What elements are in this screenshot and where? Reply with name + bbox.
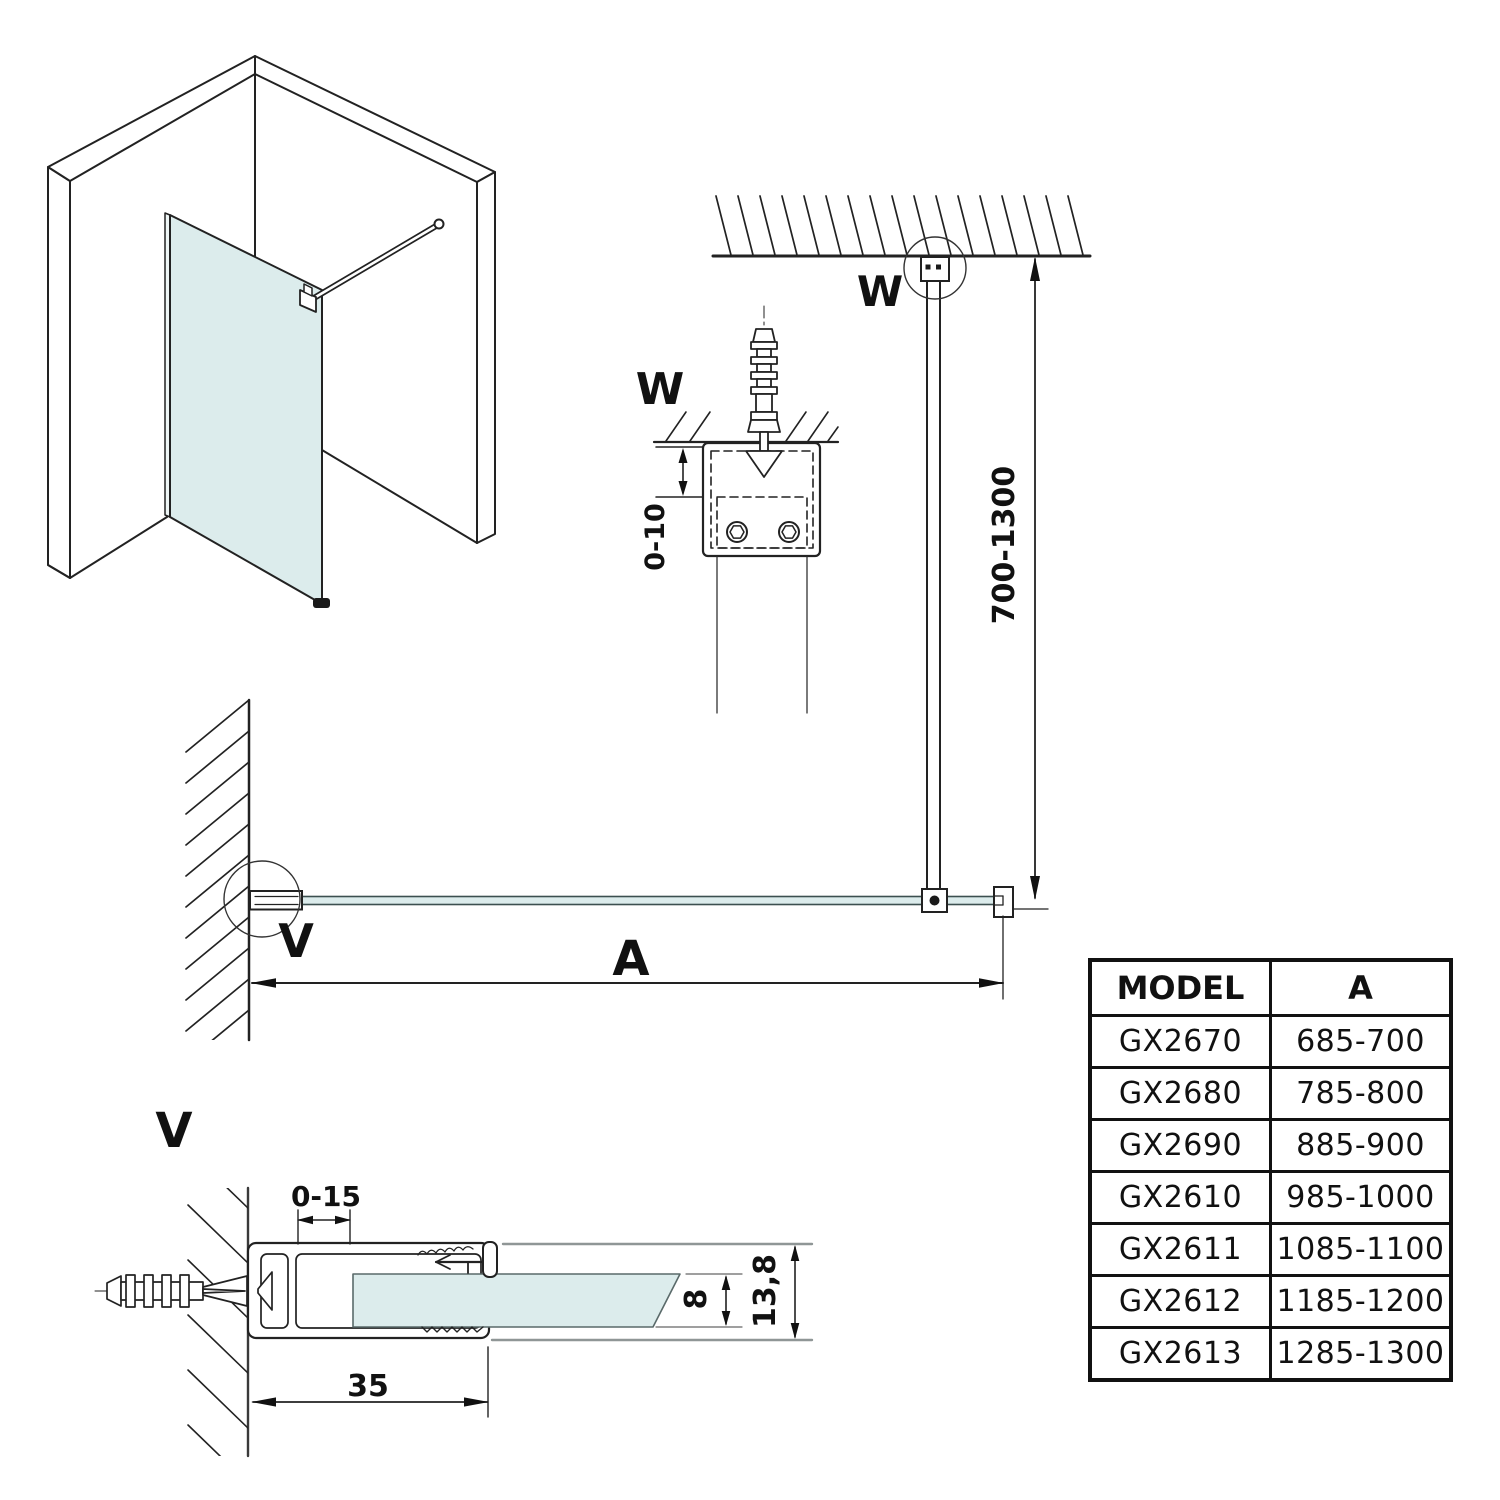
- table-row: [1090, 1328, 1451, 1381]
- dim-glass-thickness-label: 8: [679, 1288, 714, 1310]
- spec-table-container: [1088, 958, 1453, 1382]
- model-cell: GX2670: [1090, 1016, 1271, 1068]
- dim-glass-inset: [297, 1210, 351, 1244]
- model-cell: GX2680: [1090, 1068, 1271, 1120]
- wall-plug: [748, 329, 780, 432]
- ceiling-bracket: [921, 257, 949, 281]
- dim-profile-height: [791, 1245, 800, 1339]
- model-cell: GX2613: [1090, 1328, 1271, 1381]
- table-row: [1090, 1276, 1451, 1328]
- dim-bar-height: [1030, 257, 1040, 900]
- spec-table: [1088, 958, 1453, 1382]
- model-cell: GX2610: [1090, 1172, 1271, 1224]
- range-cell: 1185-1200: [1271, 1276, 1452, 1328]
- table-row: [1090, 1068, 1451, 1120]
- range-cell: 785-800: [1271, 1068, 1452, 1120]
- range-cell: 685-700: [1271, 1016, 1452, 1068]
- header-model: MODEL: [1090, 960, 1271, 1016]
- glass-panel-plan: [251, 897, 1004, 905]
- detail-v-label-plan: V: [278, 914, 314, 968]
- wall-profile-plan: [250, 891, 302, 910]
- detail-v-label: V: [155, 1103, 193, 1159]
- table-row: [1090, 1224, 1451, 1276]
- glass-panel-iso: [165, 213, 322, 604]
- glass-face: [170, 215, 322, 604]
- dim-a-label: A: [612, 931, 650, 987]
- detail-w-label: W: [635, 364, 685, 415]
- ceiling-hatch: [716, 196, 1083, 255]
- dim-bracket-offset: [656, 447, 703, 497]
- hex-screw-right: [779, 522, 799, 542]
- model-cell: GX2690: [1090, 1120, 1271, 1172]
- wall-hatch-detail: [188, 1150, 250, 1485]
- detail-w-label-plan: W: [856, 267, 904, 316]
- wall-hatch-plan: [186, 700, 249, 1093]
- right-wall-top-face: [255, 56, 495, 182]
- dim-bar-height-label: 700-1300: [987, 465, 1022, 625]
- table-row: [1090, 1016, 1451, 1068]
- range-cell: 1085-1100: [1271, 1224, 1452, 1276]
- left-wall-outer-face: [48, 167, 70, 578]
- range-cell: 1285-1300: [1271, 1328, 1452, 1381]
- hex-screw-left: [727, 522, 747, 542]
- table-row: [1090, 1120, 1451, 1172]
- dim-profile-height-label: 13,8: [748, 1253, 783, 1329]
- range-cell: 885-900: [1271, 1120, 1452, 1172]
- left-wall-top-face: [48, 56, 255, 181]
- detail-v-view: [95, 1150, 812, 1485]
- dim-glass-thickness: [722, 1275, 731, 1326]
- bar-ball-end: [435, 220, 444, 229]
- model-cell: GX2612: [1090, 1276, 1271, 1328]
- glass-foot: [313, 598, 330, 608]
- range-cell: 985-1000: [1271, 1172, 1452, 1224]
- header-a: A: [1271, 960, 1452, 1016]
- table-header-row: [1090, 960, 1451, 1016]
- support-bar-plan: [927, 281, 940, 896]
- dim-glass-inset-label: 0-15: [290, 1180, 362, 1213]
- table-row: [1090, 1172, 1451, 1224]
- right-wall-end-face: [477, 172, 495, 543]
- model-cell: GX2611: [1090, 1224, 1271, 1276]
- dim-bracket-offset-label: 0-10: [640, 503, 671, 571]
- glass-section: [353, 1274, 680, 1327]
- dim-profile-length-label: 35: [347, 1369, 389, 1404]
- support-bar-iso: [314, 220, 444, 299]
- isometric-view: [48, 56, 495, 608]
